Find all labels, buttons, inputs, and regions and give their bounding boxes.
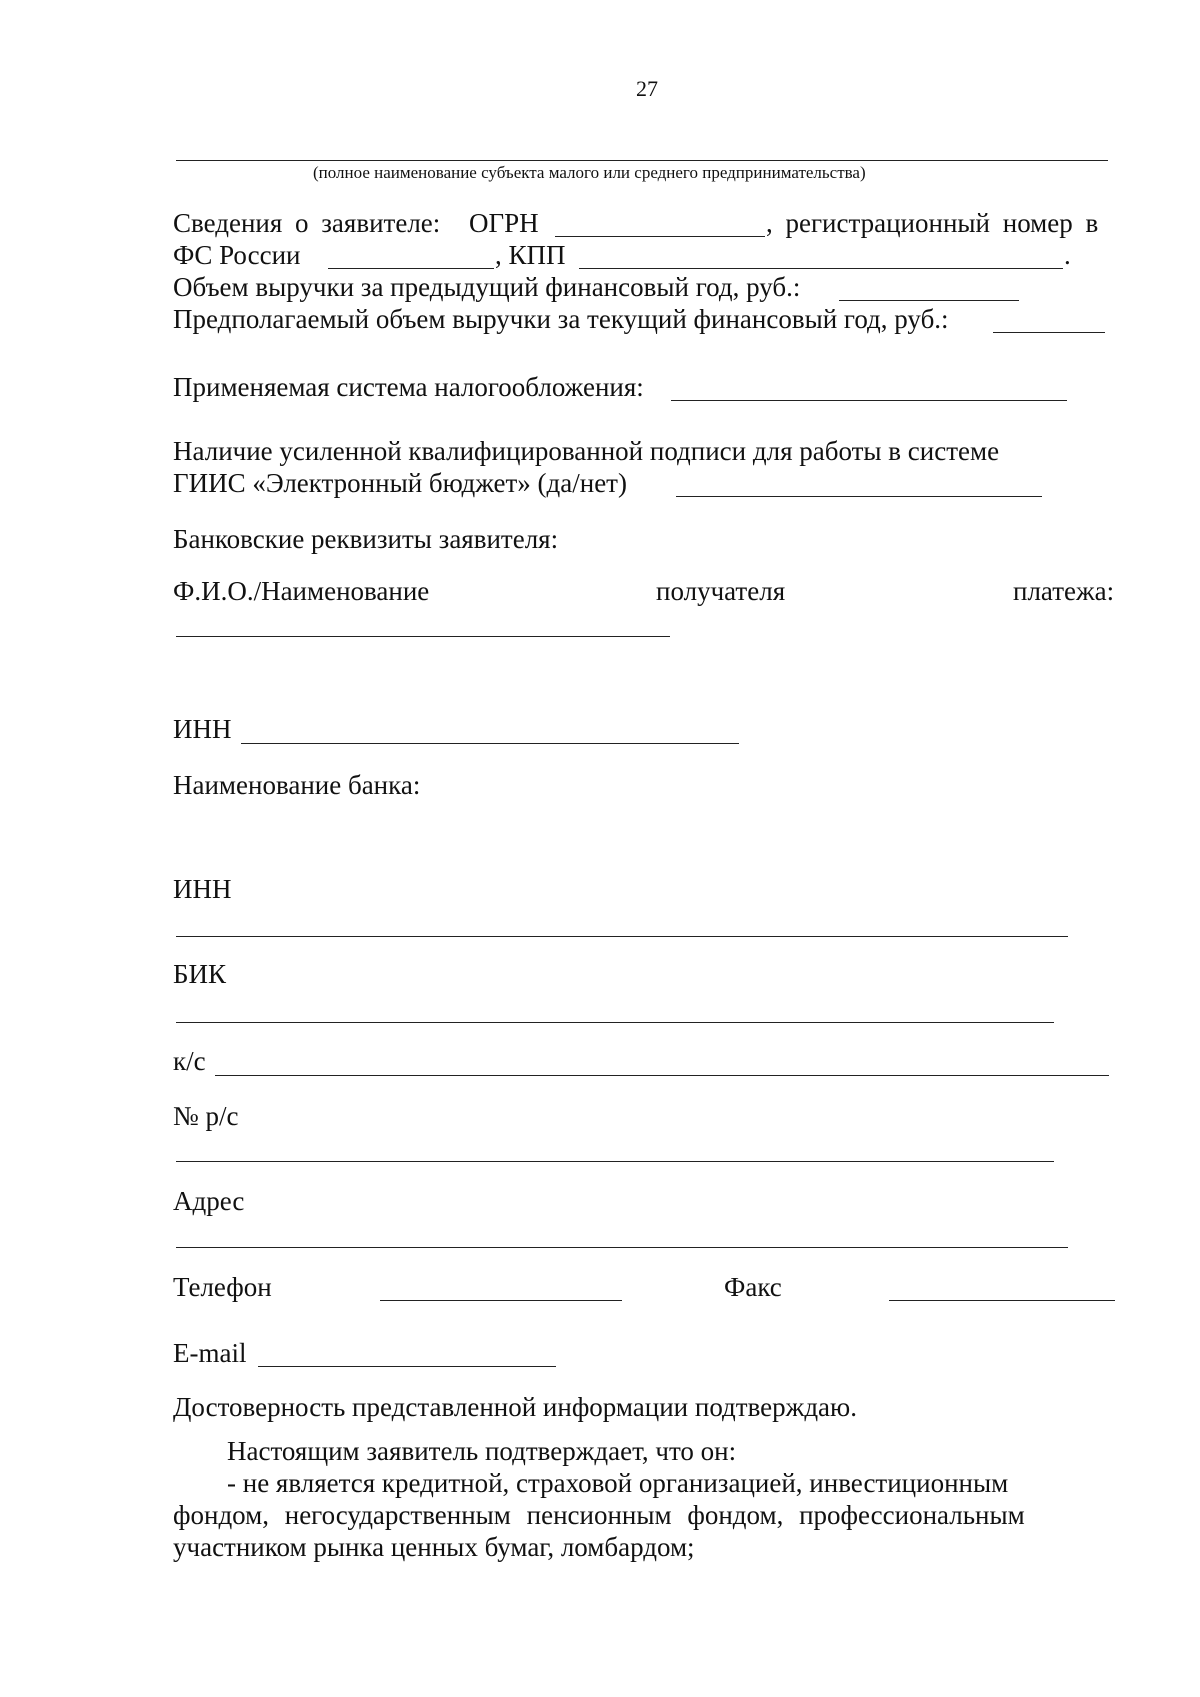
fax-field[interactable]	[889, 1300, 1115, 1301]
bank-inn-field[interactable]	[176, 936, 1068, 937]
recipient-field[interactable]	[176, 636, 670, 637]
inn-field[interactable]	[241, 743, 739, 744]
declaration-item-1-line-3: участником рынка ценных бумаг, ломбардом;	[173, 1532, 695, 1562]
address-label: Адрес	[173, 1186, 245, 1216]
bank-name-label: Наименование банка:	[173, 770, 421, 800]
rs-field[interactable]	[176, 1161, 1054, 1162]
bik-label: БИК	[173, 959, 227, 989]
page-number: 27	[636, 76, 658, 101]
ks-field[interactable]	[215, 1075, 1109, 1076]
phone-label: Телефон	[173, 1272, 272, 1302]
confirm-text: Достоверность представленной информации подтверждаю.	[173, 1392, 857, 1422]
recipient-label-word-3: платежа:	[1013, 576, 1115, 606]
tax-system-label: Применяемая система налогообложения:	[173, 372, 644, 402]
bank-details-title: Банковские реквизиты заявителя:	[173, 524, 559, 554]
tax-system-field[interactable]	[671, 400, 1067, 401]
subject-name-line[interactable]	[176, 160, 1108, 161]
email-field[interactable]	[258, 1366, 556, 1367]
phone-field[interactable]	[380, 1300, 622, 1301]
signature-line-1: Наличие усиленной квалифицированной подписи для работы в системе	[173, 436, 1000, 466]
fax-label: Факс	[724, 1272, 782, 1302]
revenue-prev-label: Объем выручки за предыдущий финансовый год, руб.:	[173, 272, 801, 302]
subject-name-caption: (полное наименование субъекта малого или среднего предпринимательства)	[313, 163, 866, 182]
ogrn-field[interactable]	[555, 236, 765, 237]
signature-field[interactable]	[676, 496, 1042, 497]
revenue-prev-field[interactable]	[839, 300, 1019, 301]
ogrn-label: ОГРН	[469, 208, 539, 238]
fs-russia-field[interactable]	[328, 268, 494, 269]
declaration-item-1-line-2: фондом, негосударственным пенсионным фондом, профессиональным	[173, 1500, 1025, 1530]
revenue-expected-field[interactable]	[993, 332, 1105, 333]
declaration-item-1-text-1: - не является кредитной, страховой организацией, инвестиционным	[227, 1468, 1009, 1498]
bank-inn-label: ИНН	[173, 874, 232, 904]
kpp-end-dot: .	[1064, 240, 1071, 270]
declaration-item-1-line-1	[173, 1467, 1119, 1499]
ks-label: к/с	[173, 1046, 206, 1076]
inn-label: ИНН	[173, 714, 232, 744]
applicant-info-lead: Сведения о заявителе:	[173, 208, 441, 238]
bik-field[interactable]	[176, 1022, 1054, 1023]
rs-label: № р/с	[173, 1101, 239, 1131]
kpp-field[interactable]	[579, 268, 1063, 269]
recipient-label-word-2: получателя	[656, 576, 786, 606]
address-field[interactable]	[176, 1247, 1068, 1248]
reg-number-label: , регистрационный номер в	[766, 208, 1099, 238]
email-label: E-mail	[173, 1338, 247, 1368]
fs-russia-label: ФС России	[173, 240, 301, 270]
revenue-expected-label: Предполагаемый объем выручки за текущий финансовый год, руб.:	[173, 304, 949, 334]
signature-line-2: ГИИС «Электронный бюджет» (да/нет)	[173, 468, 627, 498]
kpp-label: , КПП	[495, 240, 566, 270]
recipient-label-word-1: Ф.И.О./Наименование	[173, 576, 430, 606]
declaration-intro: Настоящим заявитель подтверждает, что он:	[227, 1436, 737, 1466]
